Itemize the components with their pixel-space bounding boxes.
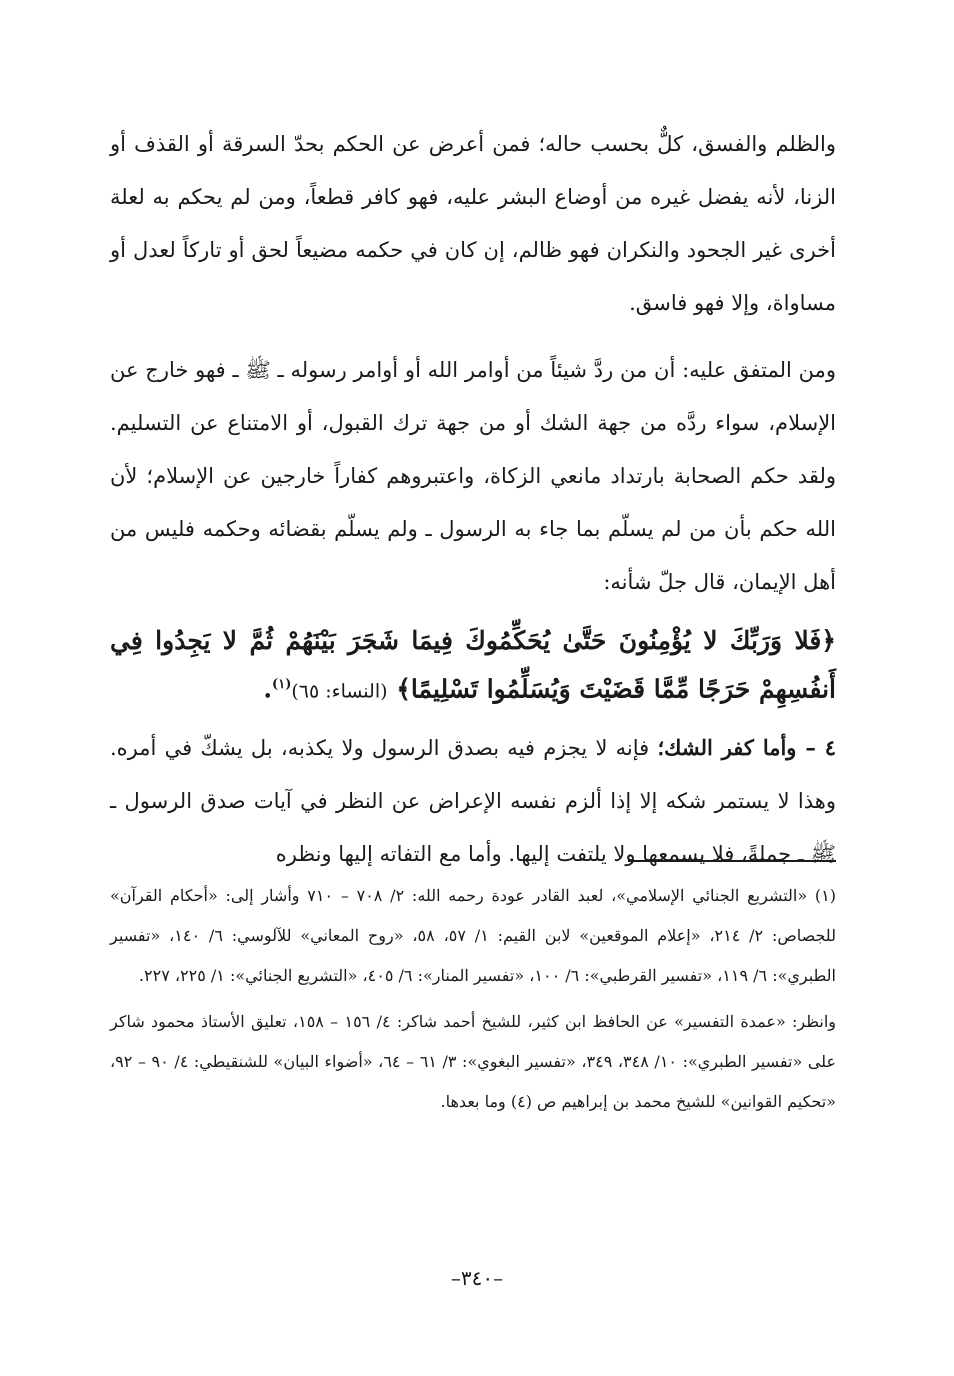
footnote-divider: [628, 860, 836, 862]
quran-verse: ﴿فَلا وَرَبِّكَ لا يُؤْمِنُونَ حَتَّىٰ يُحَكِّمُوكَ فِيمَا شَجَرَ بَيْنَهُمْ ثُمَّ لا يَجِدُوا فِي أَنفُسِهِمْ حَرَجًا مِّمَّا قَضَيْتَ وَيُسَلِّمُوا تَسْلِيمًا﴾ (النساء: ٦٥)$^{(١)}$.: [110, 626, 836, 704]
paragraph-2: ومن المتفق عليه: أن من ردَّ شيئاً من أوامر الله أو أوامر رسوله ـ ﷺ ـ فهو خارج عن الإسلام، سواء ردَّه من جهة الشك أو من جهة ترك القبول، أو الامتناع عن التسليم. ولقد حكم الصحابة بارتداد مانعي الزكاة، واعتبروهم كفاراً خارجين عن الإسلام؛ لأن الله حكم بأن من لم يسلّم بما جاء به الرسول ـ ولم يسلّم بقضائه وحكمه فليس من أهل الإيمان، قال جلّ شأنه:: [110, 358, 836, 594]
footnote-1: (١) «التشريع الجنائي الإسلامي»، لعبد القادر عودة رحمه الله: ٢/ ٧٠٨ – ٧١٠ وأشار إلى: «أحكام القرآن» للجصاص: ٢/ ٢١٤، «إعلام الموقعين» لابن القيم: ١/ ٥٧، ٥٨، «روح المعاني» للآلوسي: ٦/ ١٤٠، «تفسير الطبري»: ٦/ ١١٩، «تفسير القرطبي»: ٦/ ١٠٠، «تفسير المنار»: ٦/ ٤٠٥، «التشريع الجنائي»: ١/ ٢٢٥، ٢٢٧.: [110, 886, 837, 985]
paragraph-3-text: فإنه لا يجزم فيه بصدق الرسول ولا يكذبه، بل يشكّ في أمره. وهذا لا يستمر شكه إلا إذا ألزم نفسه الإعراض عن النظر في آيات صدق الرسول ـ ﷺ ـ جملةً، فلا يسمعها ولا يلتفت إليها. وأما مع التفاته إليها ونظره: [110, 736, 836, 867]
footnote-2: وانظر: «عمدة التفسير» عن الحافظ ابن كثير، للشيخ أحمد شاكر: ٤/ ١٥٦ – ١٥٨، تعليق الأستاذ محمود شاكر على «تفسير الطبري»: ١٠/ ٣٤٨، ٣٤٩، «تفسير البغوي»: ٣/ ٦١ – ٦٤، «أضواء البيان» للشنقيطي: ٤/ ٩٠ – ٩٢، «تحكيم القوانين» للشيخ محمد بن إبراهيم ص (٤) وما بعدها.: [110, 1012, 837, 1111]
paragraph-3: [110, 721, 836, 881]
paragraph-1: والظلم والفسق، كلٌّ بحسب حاله؛ فمن أعرض عن الحكم بحدّ السرقة أو القذف أو الزنا، لأنه يفضل غيره من أوضاع البشر عليه، فهو كافر قطعاً، ومن لم يحكم به لعلة أخرى غير الجحود والنكران فهو ظالم، إن كان في حكمه مضيعاً لحق أو تاركاً لعدل أو مساواة، وإلا فهو فاسق.: [110, 132, 836, 315]
paragraph-3-lead: ٤ – وأما كفر الشك؛: [657, 735, 836, 761]
footnotes: [110, 876, 836, 1128]
verse-text: ﴿فَلا وَرَبِّكَ لا يُؤْمِنُونَ حَتَّىٰ يُحَكِّمُوكَ فِيمَا شَجَرَ بَيْنَهُمْ ثُمَّ لا يَجِدُوا فِي أَنفُسِهِمْ حَرَجًا مِّمَّا قَضَيْتَ وَيُسَلِّمُوا تَسْلِيمًا﴾: [110, 626, 836, 704]
page-number: –٣٤٠–: [450, 1266, 504, 1290]
verse-reference: (النساء: ٦٥): [291, 680, 388, 703]
footnote-marker: (١): [272, 677, 292, 692]
page-body: [110, 118, 836, 891]
